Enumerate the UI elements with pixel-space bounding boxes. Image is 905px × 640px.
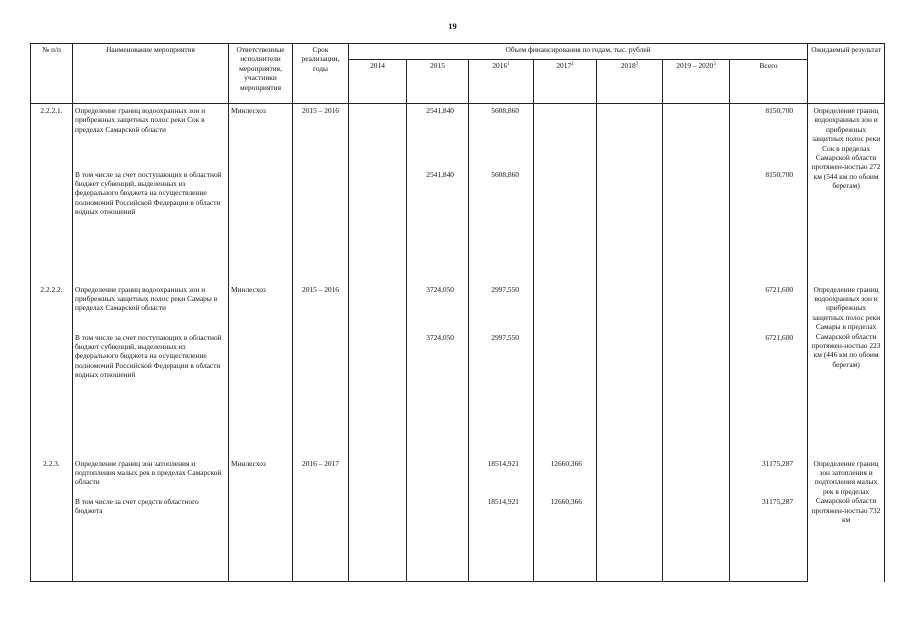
value-2015: 3724,050 [407, 283, 469, 333]
value-2018 [597, 457, 663, 497]
value-2015: 2541,840 [407, 104, 469, 170]
value-2018 [597, 333, 663, 457]
footnote-mark: 3 [713, 62, 716, 67]
table-row [31, 457, 885, 497]
value-2015 [407, 457, 469, 497]
header-year-2017 [534, 60, 597, 104]
header-term: Срок реализации, годы [293, 44, 349, 104]
value-2017 [534, 283, 597, 333]
footnote-mark: 1 [507, 62, 510, 67]
measure-name: Определение границ зон затопления и подтопления малых рек в пределах Самарской области [73, 457, 229, 497]
header-year-2014 [349, 60, 407, 104]
measure-name: Определение границ водоохранных зон и прибрежных защитных полос реки Самары в пределах Самарской области [73, 283, 229, 333]
value-2017 [534, 170, 597, 283]
header-funding: Объем финансирования по годам, тыс. рублей [349, 44, 808, 60]
value-2016: 5608,860 [469, 104, 534, 170]
expected-result: Определение границ водоохранных зон и прибрежных защитных полос реки Самары в пределах Самарской области протяжен-ностью 223 км (446 км по обоим берегам) [808, 283, 885, 457]
header-responsible: Ответственные исполнители мероприятия, участники мероприятия [229, 44, 293, 104]
value-2016: 5608,860 [469, 170, 534, 283]
value-total: 31175,287 [730, 457, 808, 497]
value-2017: 12660,366 [534, 497, 597, 582]
header-year-2019-2020-label: 2019 – 2020 [676, 61, 714, 70]
empty-cell [31, 333, 73, 457]
row-number: 2.2.2.2. [31, 283, 73, 333]
measure-name: Определение границ водоохранных зон и прибрежных защитных полос реки Сок в пределах Самарской области [73, 104, 229, 170]
term: 2016 – 2017 [293, 457, 349, 497]
value-2016: 2997,550 [469, 283, 534, 333]
value-total: 6721,600 [730, 333, 808, 457]
value-2019-2020 [663, 457, 730, 497]
value-2014 [349, 104, 407, 170]
header-result: Ожидаемый результат [808, 44, 885, 104]
value-2016: 18514,921 [469, 457, 534, 497]
value-2018 [597, 170, 663, 283]
value-2018 [597, 104, 663, 170]
empty-cell [31, 170, 73, 283]
header-year-2018-label: 2018 [620, 61, 636, 70]
empty-cell [293, 497, 349, 582]
row-number: 2.2.3. [31, 457, 73, 497]
responsible: Минлесхоз [229, 283, 293, 333]
value-2017: 12660,366 [534, 457, 597, 497]
measure-subname: В том числе за счет средств областного бюджета [73, 497, 229, 582]
header-row-top [31, 44, 885, 60]
header-year-2016 [469, 60, 534, 104]
value-2015: 3724,050 [407, 333, 469, 457]
value-total: 8150,700 [730, 170, 808, 283]
page-number: 19 [448, 21, 457, 31]
header-year-2015 [407, 60, 469, 104]
table-subrow [31, 333, 885, 457]
value-2019-2020 [663, 104, 730, 170]
term: 2015 – 2016 [293, 283, 349, 333]
table-subrow [31, 170, 885, 283]
value-2019-2020 [663, 333, 730, 457]
value-2018 [597, 283, 663, 333]
value-2019-2020 [663, 170, 730, 283]
header-year-2015-label: 2015 [430, 61, 445, 70]
value-2014 [349, 283, 407, 333]
empty-cell [31, 497, 73, 582]
empty-cell [293, 333, 349, 457]
footnote-mark: 2 [571, 62, 574, 67]
value-total: 31175,287 [730, 497, 808, 582]
empty-cell [229, 333, 293, 457]
expected-result: Определение границ водоохранных зон и прибрежных защитных полос реки Сок в пределах Самарской области протяжен-ностью 272 км (544 км по обоим берегам) [808, 104, 885, 283]
value-2016: 18514,921 [469, 497, 534, 582]
value-2017 [534, 104, 597, 170]
value-total: 8150,700 [730, 104, 808, 170]
empty-cell [229, 497, 293, 582]
term: 2015 – 2016 [293, 104, 349, 170]
empty-cell [229, 170, 293, 283]
value-2015 [407, 497, 469, 582]
header-year-2018 [597, 60, 663, 104]
measure-subname: В том числе за счет поступающих в областной бюджет субвенций, выделенных из федерального бюджета на осуществление полномочий Российской Федерации в области водных отношений [73, 333, 229, 457]
value-2016: 2997,550 [469, 333, 534, 457]
funding-table [30, 43, 885, 582]
header-year-2017-label: 2017 [556, 61, 572, 70]
value-total: 6721,600 [730, 283, 808, 333]
value-2014 [349, 333, 407, 457]
value-2014 [349, 497, 407, 582]
header-year-2019-2020 [663, 60, 730, 104]
header-num: № п/п [31, 44, 73, 104]
responsible: Минлесхоз [229, 457, 293, 497]
table-row [31, 283, 885, 333]
value-2018 [597, 497, 663, 582]
table-subrow [31, 497, 885, 582]
value-2014 [349, 170, 407, 283]
value-2019-2020 [663, 283, 730, 333]
empty-cell [293, 170, 349, 283]
row-number: 2.2.2.1. [31, 104, 73, 170]
measure-subname: В том числе за счет поступающих в областной бюджет субвенций, выделенных из федерального бюджета на осуществление полномочий Российской Федерации в области водных отношений [73, 170, 229, 283]
table-row [31, 104, 885, 170]
value-2019-2020 [663, 497, 730, 582]
footnote-mark: 3 [635, 62, 639, 67]
header-name: Наименование мероприятия [73, 44, 229, 104]
value-2015: 2541,840 [407, 170, 469, 283]
value-2017 [534, 333, 597, 457]
value-2014 [349, 457, 407, 497]
expected-result: Определение границ зон затопления и подтопления малых рек в пределах Самарской области протяжен-ностью 732 км [808, 457, 885, 582]
header-year-2014-label: 2014 [370, 61, 385, 70]
header-year-2016-label: 2016 [492, 61, 508, 70]
header-total: Всего [730, 60, 808, 104]
responsible: Минлесхоз [229, 104, 293, 170]
